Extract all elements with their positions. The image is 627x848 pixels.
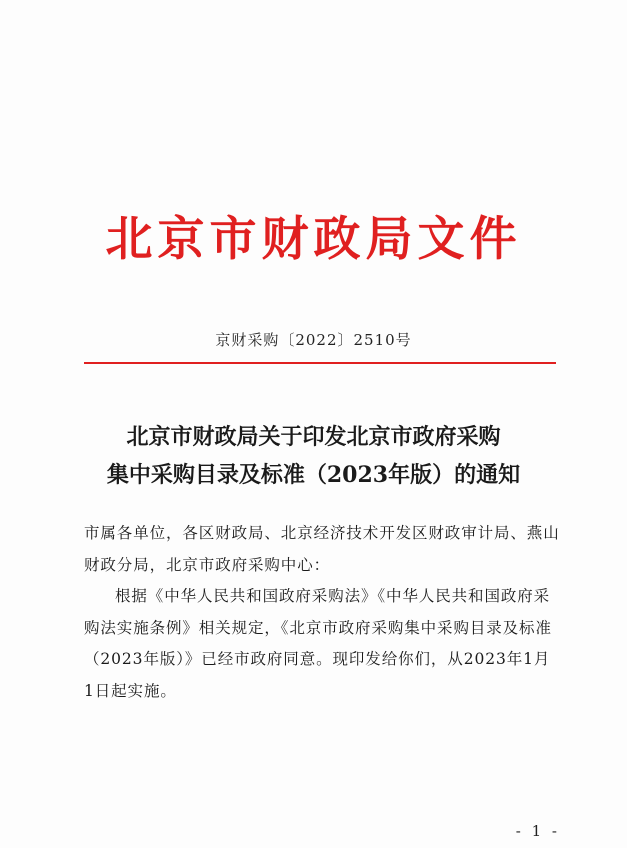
document-number: 京财采购〔2022〕2510号 <box>215 331 412 349</box>
notice-title-line-1: 北京市财政局关于印发北京市政府采购 <box>126 424 501 450</box>
body-paragraph-1: 根据《中华人民共和国政府采购法》《中华人民共和国政府采购法实施条例》相关规定，《北京市政府采购集中采购目录及标准（2023年版）》已经市政府同意。现印发给你们，从2023年1月1日起实施。 <box>84 587 552 700</box>
masthead-title: 北京市财政局文件 <box>105 212 522 267</box>
page-number: - 1 - <box>515 822 560 840</box>
red-separator-line <box>84 362 556 364</box>
notice-title-line-2: 集中采购目录及标准（2023年版）的通知 <box>106 462 521 488</box>
notice-body <box>84 518 560 707</box>
notice-title <box>0 418 627 494</box>
addressees-paragraph: 市属各单位，各区财政局、北京经济技术开发区财政审计局、燕山财政分局，北京市政府采购中心： <box>84 524 560 574</box>
